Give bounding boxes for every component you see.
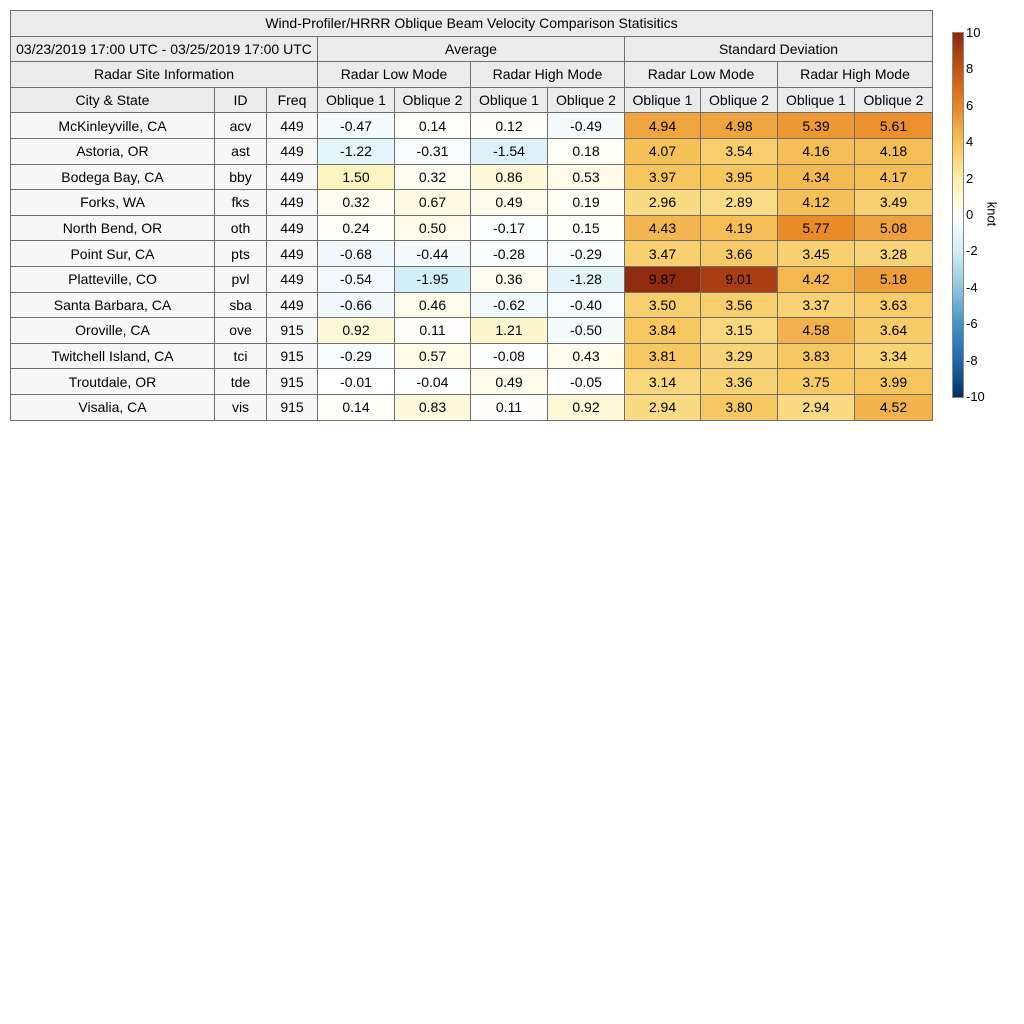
std-dev-header: Standard Deviation <box>625 36 933 62</box>
site-name: North Bend, OR <box>11 215 215 241</box>
average-cell: 0.49 <box>471 190 548 216</box>
site-freq: 915 <box>267 343 318 369</box>
average-cell: -1.54 <box>471 138 548 164</box>
std-dev-cell: 2.94 <box>778 394 855 420</box>
colorbar-tick-label: -4 <box>966 279 978 295</box>
average-cell: -0.05 <box>548 369 625 395</box>
average-cell: -1.28 <box>548 266 625 292</box>
table-row <box>11 113 933 139</box>
std-dev-cell: 3.54 <box>701 138 778 164</box>
std-dev-cell: 2.89 <box>701 190 778 216</box>
std-dev-cell: 4.43 <box>625 215 701 241</box>
std-dev-cell: 9.87 <box>625 266 701 292</box>
average-cell: 1.50 <box>318 164 395 190</box>
column-header: Oblique 1 <box>318 87 395 113</box>
average-cell: -0.29 <box>548 241 625 267</box>
table-row <box>11 164 933 190</box>
table-title: Wind-Profiler/HRRR Oblique Beam Velocity Comparison Statisitics <box>11 11 933 37</box>
std-dev-cell: 3.45 <box>778 241 855 267</box>
std-dev-cell: 3.47 <box>625 241 701 267</box>
site-freq: 449 <box>267 164 318 190</box>
comparison-table <box>10 10 933 421</box>
average-cell: -0.49 <box>548 113 625 139</box>
average-cell: -0.28 <box>471 241 548 267</box>
std-dev-cell: 3.81 <box>625 343 701 369</box>
std-dev-cell: 3.28 <box>855 241 933 267</box>
std-dev-cell: 3.50 <box>625 292 701 318</box>
average-cell: 0.46 <box>395 292 471 318</box>
std-dev-cell: 3.63 <box>855 292 933 318</box>
average-cell: 0.83 <box>395 394 471 420</box>
column-header: Oblique 1 <box>625 87 701 113</box>
site-name: Bodega Bay, CA <box>11 164 215 190</box>
std-dev-cell: 3.95 <box>701 164 778 190</box>
std-dev-cell: 4.94 <box>625 113 701 139</box>
site-freq: 449 <box>267 113 318 139</box>
std-dev-cell: 3.99 <box>855 369 933 395</box>
std-dev-cell: 3.37 <box>778 292 855 318</box>
site-id: oth <box>215 215 267 241</box>
std-dev-cell: 3.75 <box>778 369 855 395</box>
table-row <box>11 369 933 395</box>
std-dev-cell: 4.12 <box>778 190 855 216</box>
colorbar-tick-label: 6 <box>966 97 974 113</box>
site-id: tci <box>215 343 267 369</box>
site-name: Santa Barbara, CA <box>11 292 215 318</box>
table-row <box>11 343 933 369</box>
table-row <box>11 292 933 318</box>
average-cell: 0.86 <box>471 164 548 190</box>
site-freq: 915 <box>267 394 318 420</box>
average-cell: -0.29 <box>318 343 395 369</box>
table-row <box>11 318 933 344</box>
site-freq: 915 <box>267 318 318 344</box>
colorbar-tick-label: 4 <box>966 134 974 150</box>
average-cell: -0.40 <box>548 292 625 318</box>
std-dev-cell: 4.17 <box>855 164 933 190</box>
colorbar-tick-label: 2 <box>966 170 974 186</box>
std-dev-cell: 4.18 <box>855 138 933 164</box>
std-dev-cell: 5.77 <box>778 215 855 241</box>
table-row <box>11 394 933 420</box>
site-id: bby <box>215 164 267 190</box>
average-cell: -0.31 <box>395 138 471 164</box>
average-cell: -0.62 <box>471 292 548 318</box>
average-cell: 0.50 <box>395 215 471 241</box>
column-header: Oblique 1 <box>778 87 855 113</box>
colorbar-tick-label: -8 <box>966 352 978 368</box>
average-cell: -0.08 <box>471 343 548 369</box>
average-cell: -0.66 <box>318 292 395 318</box>
average-cell: -0.17 <box>471 215 548 241</box>
column-header: Oblique 2 <box>701 87 778 113</box>
std-dev-cell: 9.01 <box>701 266 778 292</box>
std-dev-cell: 3.15 <box>701 318 778 344</box>
std-dev-cell: 2.94 <box>625 394 701 420</box>
site-freq: 449 <box>267 292 318 318</box>
table-row <box>11 190 933 216</box>
colorbar-unit-label: knot <box>984 201 1000 227</box>
site-id: pts <box>215 241 267 267</box>
average-cell: -0.04 <box>395 369 471 395</box>
std-dev-cell: 3.97 <box>625 164 701 190</box>
average-cell: 0.11 <box>471 394 548 420</box>
table-row <box>11 215 933 241</box>
column-header: City & State <box>11 87 215 113</box>
average-cell: 0.14 <box>318 394 395 420</box>
colorbar-tick-label: -6 <box>966 316 978 332</box>
table-row <box>11 241 933 267</box>
average-cell: 0.67 <box>395 190 471 216</box>
average-cell: 0.92 <box>548 394 625 420</box>
site-id: acv <box>215 113 267 139</box>
average-cell: 0.11 <box>395 318 471 344</box>
mode-header: Radar Low Mode <box>625 62 778 88</box>
site-freq: 449 <box>267 266 318 292</box>
average-cell: -0.68 <box>318 241 395 267</box>
average-cell: 1.21 <box>471 318 548 344</box>
column-header: Freq <box>267 87 318 113</box>
average-cell: -0.47 <box>318 113 395 139</box>
average-cell: -0.44 <box>395 241 471 267</box>
std-dev-cell: 3.49 <box>855 190 933 216</box>
column-header: Oblique 2 <box>855 87 933 113</box>
std-dev-cell: 3.56 <box>701 292 778 318</box>
site-name: McKinleyville, CA <box>11 113 215 139</box>
average-cell: 0.32 <box>395 164 471 190</box>
std-dev-cell: 2.96 <box>625 190 701 216</box>
column-header: ID <box>215 87 267 113</box>
average-cell: 0.14 <box>395 113 471 139</box>
std-dev-cell: 5.18 <box>855 266 933 292</box>
site-id: fks <box>215 190 267 216</box>
std-dev-cell: 3.14 <box>625 369 701 395</box>
site-name: Visalia, CA <box>11 394 215 420</box>
average-cell: 0.57 <box>395 343 471 369</box>
std-dev-cell: 3.36 <box>701 369 778 395</box>
std-dev-cell: 4.98 <box>701 113 778 139</box>
average-cell: -1.95 <box>395 266 471 292</box>
average-cell: -0.01 <box>318 369 395 395</box>
average-header: Average <box>318 36 625 62</box>
std-dev-cell: 4.52 <box>855 394 933 420</box>
std-dev-cell: 4.34 <box>778 164 855 190</box>
site-id: ove <box>215 318 267 344</box>
colorbar-tick-label: 8 <box>966 61 974 77</box>
std-dev-cell: 3.80 <box>701 394 778 420</box>
average-cell: 0.43 <box>548 343 625 369</box>
site-name: Oroville, CA <box>11 318 215 344</box>
site-freq: 915 <box>267 369 318 395</box>
average-cell: -0.54 <box>318 266 395 292</box>
site-freq: 449 <box>267 215 318 241</box>
average-cell: 0.24 <box>318 215 395 241</box>
std-dev-cell: 3.84 <box>625 318 701 344</box>
std-dev-cell: 4.42 <box>778 266 855 292</box>
site-name: Troutdale, OR <box>11 369 215 395</box>
average-cell: 0.92 <box>318 318 395 344</box>
colorbar <box>952 32 964 398</box>
average-cell: 0.19 <box>548 190 625 216</box>
table-row <box>11 138 933 164</box>
site-id: vis <box>215 394 267 420</box>
std-dev-cell: 4.07 <box>625 138 701 164</box>
std-dev-cell: 3.64 <box>855 318 933 344</box>
colorbar-tick-label: -10 <box>966 389 985 404</box>
column-header: Oblique 2 <box>548 87 625 113</box>
std-dev-cell: 3.34 <box>855 343 933 369</box>
site-freq: 449 <box>267 138 318 164</box>
site-name: Astoria, OR <box>11 138 215 164</box>
site-name: Point Sur, CA <box>11 241 215 267</box>
colorbar-tick-label: -2 <box>966 243 978 259</box>
site-id: tde <box>215 369 267 395</box>
average-cell: 0.12 <box>471 113 548 139</box>
average-cell: 0.53 <box>548 164 625 190</box>
colorbar-tick-label: 10 <box>966 25 981 40</box>
average-cell: 0.18 <box>548 138 625 164</box>
column-header: Oblique 2 <box>395 87 471 113</box>
average-cell: 0.36 <box>471 266 548 292</box>
site-id: sba <box>215 292 267 318</box>
average-cell: 0.49 <box>471 369 548 395</box>
site-name: Twitchell Island, CA <box>11 343 215 369</box>
std-dev-cell: 4.19 <box>701 215 778 241</box>
date-range: 03/23/2019 17:00 UTC - 03/25/2019 17:00 UTC <box>11 36 318 62</box>
site-freq: 449 <box>267 190 318 216</box>
site-id: ast <box>215 138 267 164</box>
average-cell: -0.50 <box>548 318 625 344</box>
site-freq: 449 <box>267 241 318 267</box>
std-dev-cell: 3.29 <box>701 343 778 369</box>
table-row <box>11 266 933 292</box>
std-dev-cell: 3.83 <box>778 343 855 369</box>
colorbar-tick-label: 0 <box>966 207 974 222</box>
std-dev-cell: 5.08 <box>855 215 933 241</box>
site-name: Platteville, CO <box>11 266 215 292</box>
average-cell: 0.15 <box>548 215 625 241</box>
average-cell: 0.32 <box>318 190 395 216</box>
mode-header: Radar Low Mode <box>318 62 471 88</box>
average-cell: -1.22 <box>318 138 395 164</box>
std-dev-cell: 4.16 <box>778 138 855 164</box>
std-dev-cell: 4.58 <box>778 318 855 344</box>
std-dev-cell: 5.39 <box>778 113 855 139</box>
column-header: Oblique 1 <box>471 87 548 113</box>
std-dev-cell: 3.66 <box>701 241 778 267</box>
site-name: Forks, WA <box>11 190 215 216</box>
site-info-header: Radar Site Information <box>11 62 318 88</box>
site-id: pvl <box>215 266 267 292</box>
mode-header: Radar High Mode <box>778 62 933 88</box>
mode-header: Radar High Mode <box>471 62 625 88</box>
std-dev-cell: 5.61 <box>855 113 933 139</box>
